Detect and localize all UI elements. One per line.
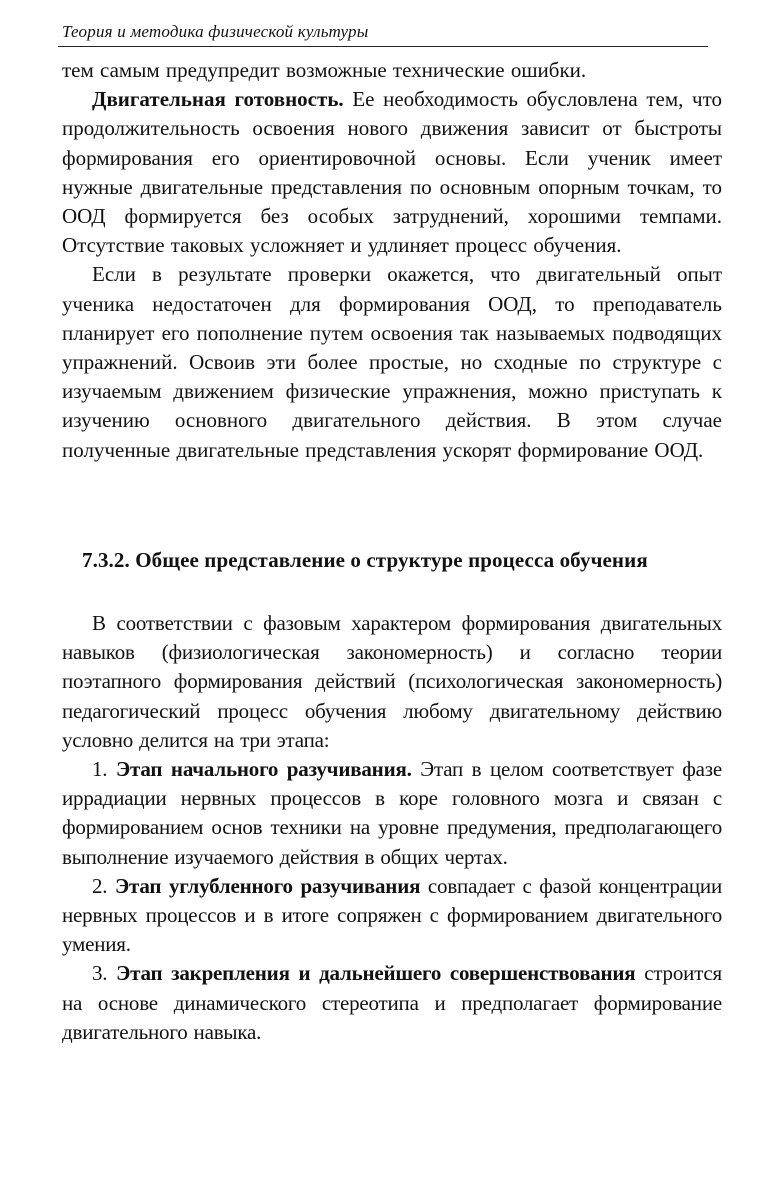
list-number: 3. — [92, 961, 117, 986]
list-number: 1. — [92, 757, 116, 782]
list-item-text: совпадает с фазой концентрации нервных процессов и в итоге сопряжен с формированием двигательного умения. — [62, 873, 722, 957]
list-item-text: Этап в целом соответствует фазе иррадиации нервных процессов в коре головного мозга и связан с формированием основ техники на уровне предумения, предполагающего выполнение изучаемого действия в общих чертах. — [62, 757, 722, 869]
term-motor-readiness: Двигательная готовность. — [92, 87, 344, 112]
term-stage-1: Этап начального разучивания. — [115, 757, 412, 782]
term-stage-2: Этап углубленного разучивания — [114, 873, 421, 898]
list-item-text: строится на основе динамического стереотипа и предполагает формирование двигательного навыка. — [62, 961, 723, 1044]
paragraph-lead-up-exercises: Если в результате проверки окажется, что двигательный опыт ученика недостаточен для формирования ООД, то преподаватель планирует его пополнение путем освоения так называемых подводящих упражнений. Освоив эти более простые, но сходные по структуре с изучаемым движением физические упражнения, можно приступать к изучению основного двигательного действия. В этом случае полученные двигательные представления ускорят формирование ООД. — [62, 262, 722, 462]
paragraph-motor-readiness — [62, 85, 722, 260]
section-heading: 7.3.2. Общее представление о структуре процесса обучения — [82, 548, 648, 572]
list-item-stage-2 — [62, 872, 722, 960]
list-number: 2. — [92, 873, 115, 898]
text-block-bottom — [62, 609, 722, 1047]
paragraph-intro: В соответствии с фазовым характером формирования двигательных навыков (физиологическая закономерность) и согласно теории поэтапного формирования действий (психологическая закономерность) педагогический процесс обучения любому двигательному действию условно делится на три этапа: — [62, 611, 722, 752]
term-stage-3: Этап закрепления и дальнейшего совершенствования — [116, 961, 636, 986]
header-rule — [58, 46, 708, 47]
text-block-top — [62, 56, 722, 465]
list-item-stage-1 — [62, 755, 722, 872]
paragraph-continuation: тем самым предупредит возможные технические ошибки. — [62, 58, 587, 82]
paragraph-text: Ее необходимость обусловлена тем, что продолжительность освоения нового движения зависит от быстроты формирования его ориентировочной основы. Если ученик имеет нужные двигательные представления по основным опорным точкам, то ООД формируется без особых затруднений, хорошими темпами. Отсутствие таковых усложняет и удлиняет процесс обучения. — [62, 87, 722, 258]
running-head: Теория и методика физической культуры — [62, 22, 369, 41]
list-item-stage-3 — [62, 959, 722, 1047]
